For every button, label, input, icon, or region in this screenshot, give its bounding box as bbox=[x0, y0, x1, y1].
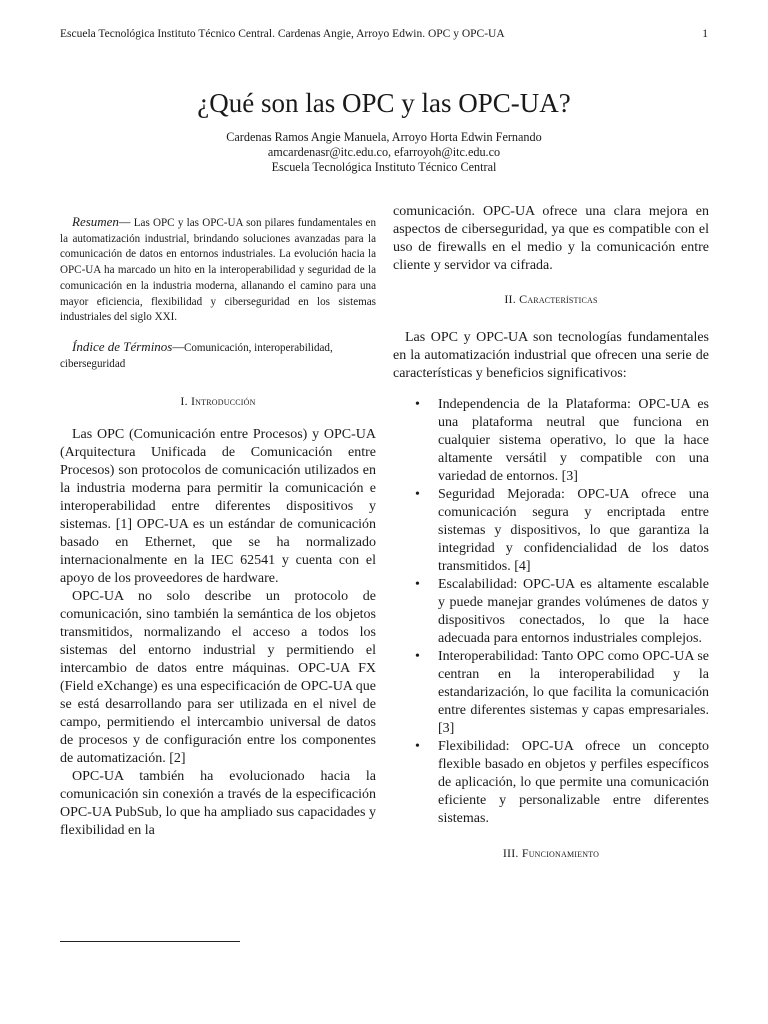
list-item: • Independencia de la Plataforma: OPC-UA es una plataforma neutral que funciona en cualquier sistema operativo, lo que la hace altamente versátil y compatible con una variedad de entornos. [3] bbox=[393, 396, 709, 486]
author-emails: amcardenasr@itc.edu.co, efarroyoh@itc.edu.co bbox=[267, 145, 501, 159]
section-heading-funcionamiento bbox=[393, 846, 709, 861]
running-title: Escuela Tecnológica Instituto Técnico Central. Cardenas Angie, Arroyo Edwin. OPC y OPC-UA bbox=[60, 28, 505, 40]
index-terms bbox=[60, 339, 376, 372]
index-terms-text: Comunicación, interoperabilidad, ciberseguridad bbox=[60, 341, 333, 370]
page-number: 1 bbox=[702, 28, 708, 40]
section-number: III. bbox=[502, 846, 519, 860]
footnote-divider bbox=[60, 941, 240, 942]
abstract bbox=[60, 214, 376, 326]
section-title: Características bbox=[519, 292, 598, 306]
running-header bbox=[60, 28, 708, 40]
list-item: • Flexibilidad: OPC-UA ofrece un concepto flexible basado en objetos y perfiles específicos de aplicación, lo que permite una comunicación eficiente y personalizable entre diferentes sistemas. bbox=[393, 738, 709, 828]
paragraph: Las OPC (Comunicación entre Procesos) y OPC-UA (Arquitectura Unificada de Comunicación entre Procesos) son protocolos de comunicación utilizados en la industria moderna para permitir la comunicación e interoperabilidad entre diferentes dispositivos y sistemas. [1] OPC-UA es un estándar de comunicación basado en Ethernet, que se ha normalizado internacionalmente en la IEC 62541 y cuenta con el apoyo de los proveedores de hardware. bbox=[60, 426, 376, 586]
feature-list bbox=[393, 396, 709, 828]
section-heading-caracteristicas bbox=[393, 292, 709, 307]
author-names: Cardenas Ramos Angie Manuela, Arroyo Horta Edwin Fernando bbox=[226, 130, 542, 144]
right-column bbox=[393, 203, 709, 861]
abstract-label: Resumen— bbox=[72, 214, 131, 229]
paragraph: OPC-UA también ha evolucionado hacia la comunicación sin conexión a través de la especificación OPC-UA PubSub, lo que ha ampliado sus capacidades y flexibilidad en la bbox=[60, 768, 376, 838]
paragraph-continuation: comunicación. OPC-UA ofrece una clara mejora en aspectos de ciberseguridad, ya que es compatible con el uso de firewalls en el medio y la comunicación entre cliente y servidor va cifrada. bbox=[393, 204, 709, 273]
list-item: • Interoperabilidad: Tanto OPC como OPC-UA se centran en la interoperabilidad y la estandarización, lo que facilita la comunicación entre diferentes sistemas y capas empresariales. [3] bbox=[393, 648, 709, 738]
author-block bbox=[0, 130, 768, 175]
left-column bbox=[60, 214, 376, 840]
section-heading-introduccion bbox=[60, 394, 376, 409]
section-number: I. bbox=[180, 393, 188, 408]
abstract-text: Las OPC y las OPC-UA son pilares fundamentales en la automatización industrial, brindando soluciones avanzadas para la comunicación de datos en entornos industriales. La evolución hacia la OPC-UA ha marcado un hito en la interoperabilidad y seguridad de la comunicación en la industria moderna, allanando el camino para una mayor eficiencia, flexibilidad y ciberseguridad en los sistemas industriales del siglo XXI. bbox=[60, 217, 376, 324]
paragraph: OPC-UA no solo describe un protocolo de comunicación, sino también la semántica de los objetos transmitidos, normalizando el acceso a todos los sistemas del entorno industrial y permitiendo el intercambio de datos entre máquinas. OPC-UA FX (Field eXchange) es una especificación de OPC-UA que se está desarrollando para ser utilizada en el nivel de campo, permitiendo el intercambio universal de datos de procesos y de configuración entre los componentes de automatización. [2] bbox=[60, 588, 376, 766]
author-affiliation: Escuela Tecnológica Instituto Técnico Central bbox=[271, 160, 497, 174]
index-terms-label: Índice de Términos— bbox=[72, 338, 184, 354]
paper-title: ¿Qué son las OPC y las OPC-UA? bbox=[197, 88, 571, 118]
list-item: • Seguridad Mejorada: OPC-UA ofrece una comunicación segura y encriptada entre sistemas y dispositivos, lo que garantiza la integridad y confidencialidad de los datos transmitidos. [4] bbox=[393, 486, 709, 576]
section-title: Funcionamiento bbox=[521, 846, 600, 860]
list-item: • Escalabilidad: OPC-UA es altamente escalable y puede manejar grandes volúmenes de datos y dispositivos conectados, lo que la hace adecuada para entornos industriales complejos. bbox=[393, 576, 709, 648]
paragraph: Las OPC y OPC-UA son tecnologías fundamentales en la automatización industrial que ofrecen una serie de características y beneficios significativos: bbox=[393, 330, 709, 381]
section-title: Introducción bbox=[190, 393, 256, 408]
section-number: II. bbox=[504, 292, 516, 306]
